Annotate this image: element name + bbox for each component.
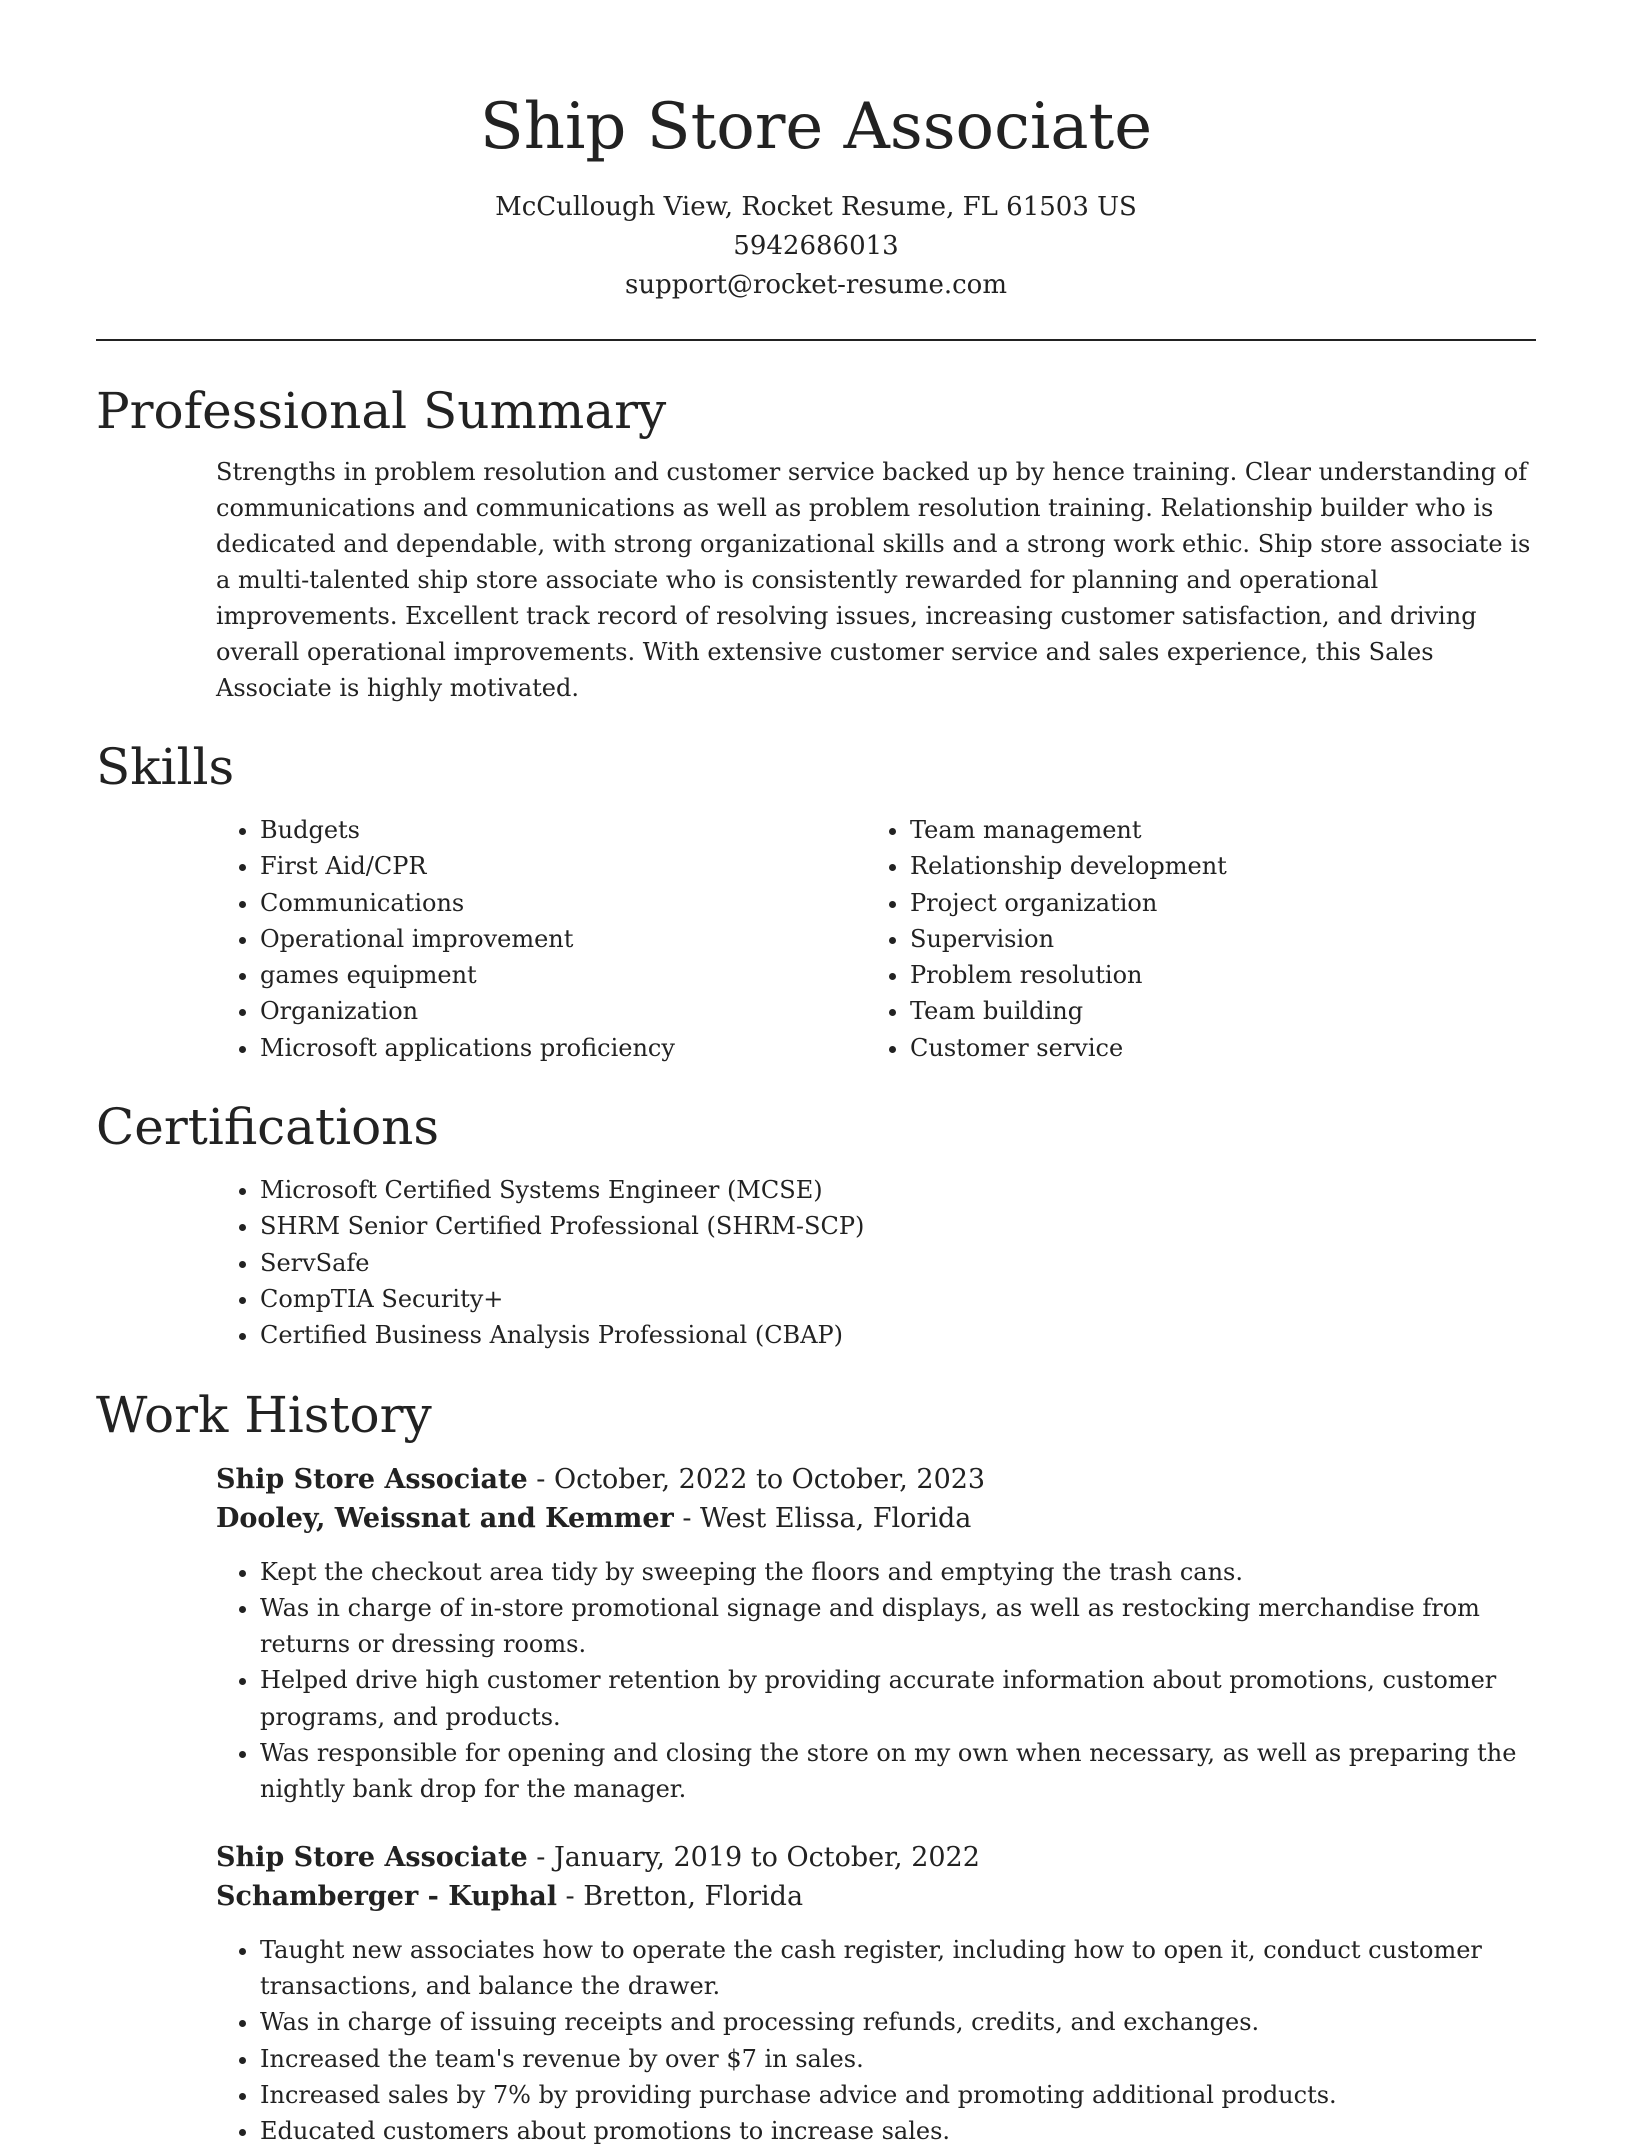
job-entry (216, 1838, 1536, 2149)
summary-text: Strengths in problem resolution and customer service backed up by hence training. Clear understanding of communications and communications as well as problem resolution training. Relationship builder who is dedicated and dependable, with strong organizational skills and a strong work ethic. Ship store associate is a multi-talented ship store associate who is consistently rewarded for planning and operational improvements. Excellent track record of resolving issues, increasing customer satisfaction, and driving overall operational improvements. With extensive customer service and sales experience, this Sales Associate is highly motivated. (216, 458, 1531, 702)
list-item: • Increased sales by 7% by providing purchase advice and promoting additional products. (260, 2077, 1536, 2113)
work-history-heading: Work History (96, 1385, 432, 1444)
list-item: • Relationship development (910, 848, 1516, 884)
list-item: • Was in charge of in-store promotional signage and displays, as well as restocking merchandise from returns or dressing rooms. (260, 1590, 1536, 1663)
skills-column-right (866, 812, 1516, 1066)
job-role-line (216, 1838, 1536, 1877)
list-item: • Helped drive high customer retention by providing accurate information about promotions, customer programs, and products. (260, 1662, 1536, 1735)
header-divider (96, 339, 1536, 341)
list-item: • Budgets (260, 812, 866, 848)
job-dates: - October, 2022 to October, 2023 (527, 1463, 986, 1495)
skills-column-left (216, 812, 866, 1066)
list-item: • Communications (260, 885, 866, 921)
list-item: • Increased the team's revenue by over $7 in sales. (260, 2041, 1536, 2077)
job-company-line (216, 1877, 1536, 1916)
list-item: • Team management (910, 812, 1516, 848)
job-location: - Bretton, Florida (556, 1880, 804, 1912)
address: McCullough View, Rocket Resume, FL 61503 US (495, 192, 1137, 222)
job-location: - West Elissa, Florida (673, 1502, 972, 1534)
list-item: • Project organization (910, 885, 1516, 921)
list-item: • ServSafe (260, 1245, 1536, 1281)
list-item: • First Aid/CPR (260, 848, 866, 884)
skills-heading: Skills (96, 738, 235, 796)
certifications-list (216, 1172, 1536, 1353)
job-company: Schamberger - Kuphal (216, 1880, 557, 1912)
list-item: • Organization (260, 993, 866, 1029)
job-bullets (216, 1932, 1536, 2149)
job-role-line (216, 1460, 1536, 1499)
list-item: • Operational improvement (260, 921, 866, 957)
page-title: Ship Store Associate (479, 90, 1153, 164)
list-item: • games equipment (260, 957, 866, 993)
job-role: Ship Store Associate (216, 1841, 528, 1873)
contact-info (96, 188, 1536, 305)
list-item: • CompTIA Security+ (260, 1281, 1536, 1317)
list-item: • Certified Business Analysis Professional (CBAP) (260, 1317, 1536, 1353)
list-item: • Problem resolution (910, 957, 1516, 993)
certifications-heading: Certifications (96, 1098, 440, 1157)
list-item: • Educated customers about promotions to increase sales. (260, 2113, 1536, 2149)
resume-header (96, 0, 1536, 305)
job-company-line (216, 1499, 1536, 1538)
list-item: • Was responsible for opening and closing the store on my own when necessary, as well as preparing the nightly bank drop for the manager. (260, 1735, 1536, 1808)
list-item: • Supervision (910, 921, 1516, 957)
list-item: • Microsoft Certified Systems Engineer (MCSE) (260, 1172, 1536, 1208)
list-item: • Taught new associates how to operate the cash register, including how to open it, conduct customer transactions, and balance the drawer. (260, 1932, 1536, 2005)
list-item: • Customer service (910, 1030, 1516, 1066)
list-item: • Was in charge of issuing receipts and processing refunds, credits, and exchanges. (260, 2004, 1536, 2040)
job-dates: - January, 2019 to October, 2022 (527, 1841, 980, 1873)
job-role: Ship Store Associate (216, 1463, 528, 1495)
skills-list (216, 812, 1536, 1066)
list-item: • Kept the checkout area tidy by sweeping the floors and emptying the trash cans. (260, 1554, 1536, 1590)
email: support@rocket-resume.com (624, 270, 1007, 300)
job-bullets (216, 1554, 1536, 1808)
summary-heading: Professional Summary (96, 382, 667, 440)
list-item: • Microsoft applications proficiency (260, 1030, 866, 1066)
list-item: • SHRM Senior Certified Professional (SHRM-SCP) (260, 1208, 1536, 1244)
list-item: • Team building (910, 993, 1516, 1029)
job-company: Dooley, Weissnat and Kemmer (216, 1502, 674, 1534)
job-entry (216, 1460, 1536, 1808)
phone: 5942686013 (733, 231, 899, 261)
